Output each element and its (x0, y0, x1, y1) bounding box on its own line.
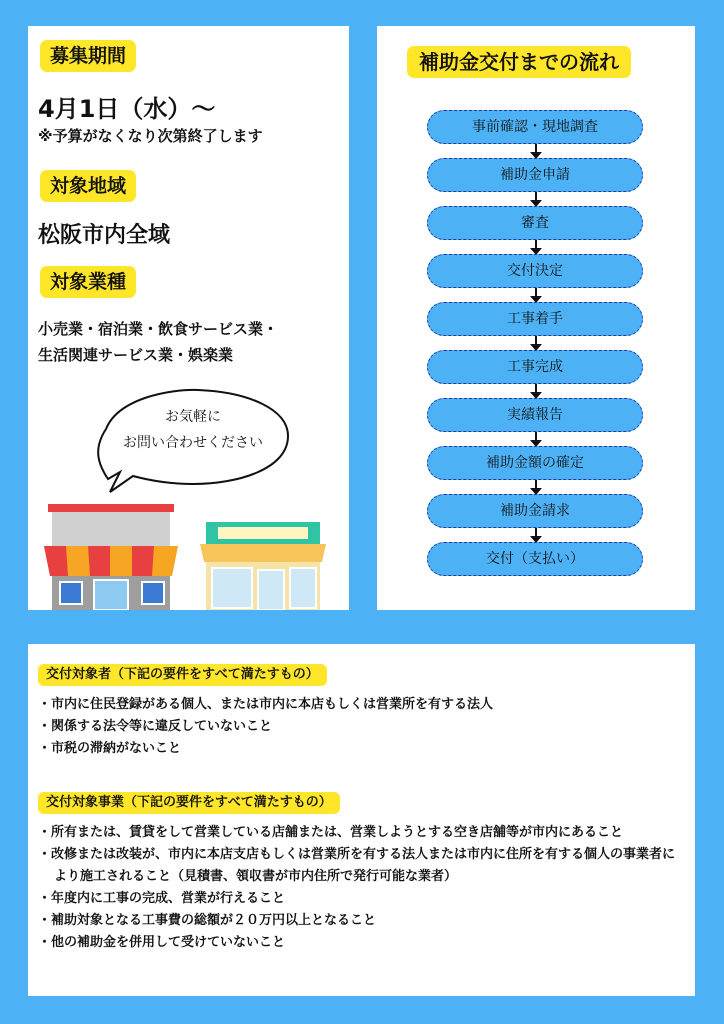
flow-arrow-icon (535, 480, 537, 492)
flow-arrow-icon (535, 384, 537, 396)
flow-arrow-icon (535, 288, 537, 300)
list-item: ・ 他の補助金を併用して受けていないこと (38, 932, 688, 954)
industry-line-1: 小売業・宿泊業・飲食サービス業・ (38, 320, 279, 338)
list-item: ・ 市内に住民登録がある個人、または市内に本店もしくは営業所を有する法人 (38, 694, 688, 716)
eligible-persons-list (38, 694, 688, 760)
area-value: 松阪市内全域 (38, 223, 171, 248)
flow-step-2: 補助金申請 (427, 158, 643, 192)
info-panel (28, 26, 349, 610)
bubble-line-2: お問い合わせください (123, 435, 263, 451)
requirements-panel (28, 644, 695, 996)
bubble-text (88, 404, 298, 456)
store-illustration-left (38, 498, 186, 610)
eligible-projects-list (38, 822, 688, 954)
list-item: ・ 年度内に工事の完成、営業が行えること (38, 888, 688, 910)
eligible-persons-label: 交付対象者（下記の要件をすべて満たすもの） (38, 664, 327, 686)
recruitment-date: 4月1日（水）～ (38, 95, 216, 123)
flow-step-10: 交付（支払い） (427, 542, 643, 576)
eligible-projects-label: 交付対象事業（下記の要件をすべて満たすもの） (38, 792, 340, 814)
flow-step-5: 工事着手 (427, 302, 643, 336)
industry-line-2: 生活関連サービス業・娯楽業 (38, 346, 234, 364)
list-item: ・ 補助対象となる工事費の総額が２０万円以上となること (38, 910, 688, 932)
list-item: ・ 所有または、賃貸をして営業している店舗または、営業しようとする空き店舗等が市内にあること (38, 822, 688, 844)
flow-step-7: 実績報告 (427, 398, 643, 432)
flow-title: 補助金交付までの流れ (407, 46, 631, 78)
bubble-line-1: お気軽に (165, 409, 221, 425)
flow-step-4: 交付決定 (427, 254, 643, 288)
flow-arrow-icon (535, 432, 537, 444)
flow-arrow-icon (535, 240, 537, 252)
recruitment-label: 募集期間 (40, 40, 136, 72)
recruitment-note: ※予算がなくなり次第終了します (38, 127, 263, 145)
flow-panel (377, 26, 695, 610)
flow-step-3: 審査 (427, 206, 643, 240)
flow-step-8: 補助金額の確定 (427, 446, 643, 480)
list-item: ・ 改修または改装が、市内に本店支店もしくは営業所を有する法人または市内に住所を有する個人の事業者により施工されること（見積書、領収書が市内住所で発行可能な業者） (38, 844, 688, 888)
store-illustration-right (196, 518, 330, 610)
flow-arrow-icon (535, 528, 537, 540)
flow-arrow-icon (535, 336, 537, 348)
list-item: ・ 関係する法令等に違反していないこと (38, 716, 688, 738)
flow-step-1: 事前確認・現地調査 (427, 110, 643, 144)
flow-arrow-icon (535, 144, 537, 156)
flow-step-6: 工事完成 (427, 350, 643, 384)
list-item: ・ 市税の滞納がないこと (38, 738, 688, 760)
flow-step-9: 補助金請求 (427, 494, 643, 528)
industry-label: 対象業種 (40, 266, 136, 298)
area-label: 対象地域 (40, 170, 136, 202)
flow-arrow-icon (535, 192, 537, 204)
